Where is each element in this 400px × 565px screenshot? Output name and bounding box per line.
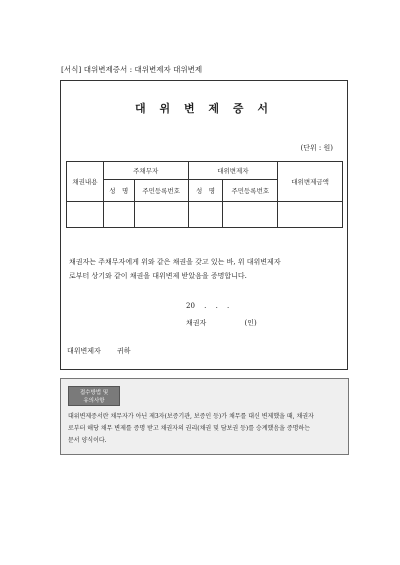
notice-tag-line: 접수방법 및 bbox=[79, 390, 109, 396]
notice-line: 문서 양식이다. bbox=[68, 437, 107, 444]
cell-claim-content[interactable] bbox=[67, 202, 104, 228]
notice-tag bbox=[68, 386, 120, 406]
creditor-signature-line bbox=[186, 318, 257, 328]
header-subrogee-name: 성 명 bbox=[188, 180, 223, 202]
seal-mark[interactable]: (인) bbox=[244, 319, 257, 327]
creditor-label: 채권자 bbox=[186, 319, 207, 327]
notice-text bbox=[68, 411, 342, 447]
header-subrogee-resident-number: 주민등록번호 bbox=[223, 180, 278, 202]
claim-table bbox=[66, 161, 343, 228]
header-debtor-name: 성 명 bbox=[103, 180, 134, 202]
addressee-name: 대위변제자 bbox=[67, 347, 101, 355]
notice-line: 대위변제증서란 채무자가 아닌 제3자(보증기관, 보증인 등)가 채무를 대신 변제했을 때, 채권자 bbox=[68, 413, 314, 420]
cell-debtor-name[interactable] bbox=[103, 202, 134, 228]
certification-statement bbox=[69, 255, 345, 283]
addressee-suffix: 귀하 bbox=[117, 347, 131, 355]
addressee-line bbox=[67, 346, 131, 356]
notice-line: 로부터 해당 채무 변제를 증명 받고 채권자의 권리(채권 및 담보권 등)를 승계했음을 증명하는 bbox=[68, 425, 311, 432]
cell-subrogation-amount[interactable] bbox=[278, 202, 343, 228]
header-claim-content: 채권내용 bbox=[67, 162, 104, 202]
date-line[interactable]: 20 . . . bbox=[186, 302, 230, 310]
statement-line: 채권자는 주채무자에게 위와 같은 채권을 갖고 있는 바, 위 대위변제자 bbox=[69, 258, 281, 266]
cell-subrogee-name[interactable] bbox=[188, 202, 223, 228]
cell-debtor-resident-number[interactable] bbox=[134, 202, 188, 228]
document-title: 대 위 변 제 증 서 bbox=[135, 102, 273, 115]
unit-label: (단위 : 원) bbox=[300, 144, 333, 152]
cell-subrogee-resident-number[interactable] bbox=[223, 202, 278, 228]
form-caption: [서식] 대위변제증서 : 대위변제자 대위변제 bbox=[61, 65, 203, 74]
notice-tag-line: 유의사항 bbox=[83, 398, 105, 404]
notice-box bbox=[60, 378, 349, 455]
header-principal-debtor: 주채무자 bbox=[103, 162, 188, 180]
certificate-box bbox=[60, 80, 348, 370]
header-debtor-resident-number: 주민등록번호 bbox=[134, 180, 188, 202]
statement-line: 로부터 상기와 같이 채권을 대위변제 받았음을 증명합니다. bbox=[69, 272, 247, 280]
header-subrogee: 대위변제자 bbox=[188, 162, 278, 180]
header-subrogation-amount: 대위변제금액 bbox=[278, 162, 343, 202]
